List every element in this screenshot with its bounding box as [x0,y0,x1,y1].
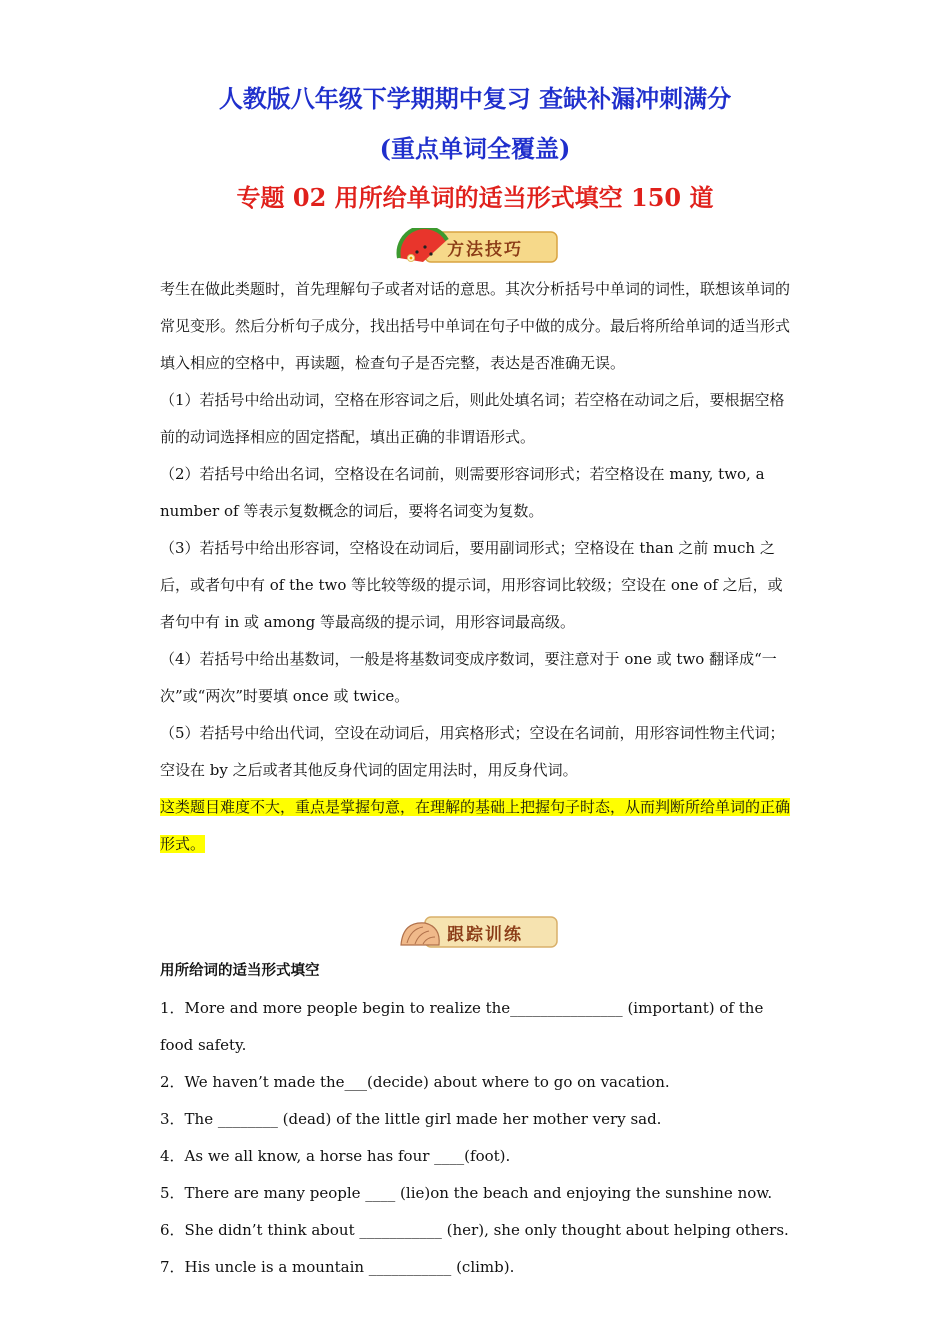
question-item: 2．We haven’t made the___(decide) about where to go on vacation. [160,1073,670,1091]
question-item: 6．She didn’t think about ___________ (her), she only thought about helping others. [160,1221,789,1239]
question-item: 4．As we all know, a horse has four ____(foot). [160,1147,511,1165]
method-paragraph: （1）若括号中给出动词，空格在形容词之后，则此处填名词；若空格在动词之后，要根据空格前的动词选择相应的固定搭配，填出正确的非谓语形式。 [160,391,785,446]
method-section [160,271,790,863]
doc-title-line2: (重点单词全覆盖) [379,134,571,163]
doc-title-line3: 专题 02 用所给单词的适当形式填空 150 道 [236,183,714,212]
method-highlight [160,789,790,863]
practice-subtitle: 用所给词的适当形式填空 [160,963,320,979]
method-banner-label: 方法技巧 [447,240,523,260]
question-item: 1．More and more people begin to realize the_______________ (important) of the food safety. [160,999,764,1054]
method-paragraph: 考生在做此类题时，首先理解句子或者对话的意思。其次分析括号中单词的词性，联想该单词的常见变形。然后分析句子成分，找出括号中单词在句子中做的成分。最后将所给单词的适当形式填入相应的空格中，再读题，检查句子是否完整，表达是否准确无误。 [160,280,791,372]
practice-banner [395,913,560,951]
doc-title-line1: 人教版八年级下学期期中复习 查缺补漏冲刺满分 [218,84,732,113]
method-paragraph: （4）若括号中给出基数词，一般是将基数词变成序数词，要注意对于 one 或 two 翻译成“一次”或“两次”时要填 once 或 twice。 [160,650,777,705]
method-paragraph: （3）若括号中给出形容词，空格设在动词后，要用副词形式；空格设在 than 之前 much 之后，或者句中有 of the two 等比较等级的提示词，用形容词比较级；空设在 one of 之后，或者句中有 in 或 among 等最高级的提示词，用形容词最高级。 [160,539,783,631]
question-item: 3．The ________ (dead) of the little girl made her mother very sad. [160,1110,662,1128]
method-paragraph: （5）若括号中给出代词，空设在动词后，用宾格形式；空设在名词前，用形容词性物主代词；空设在 by 之后或者其他反身代词的固定用法时，用反身代词。 [160,724,785,779]
method-paragraph: （2）若括号中给出名词，空格设在名词前，则需要形容词形式；若空格设在 many, two, a number of 等表示复数概念的词后，要将名词变为复数。 [160,465,765,520]
practice-banner-label: 跟踪训练 [447,925,523,945]
practice-section [160,953,790,1286]
highlighted-text: 这类题目难度不大，重点是掌握句意，在理解的基础上把握句子时态，从而判断所给单词的正确形式。 [160,798,791,853]
method-banner [395,228,560,266]
question-item: 5．There are many people ____ (lie)on the beach and enjoying the sunshine now. [160,1184,773,1202]
question-item: 7．His uncle is a mountain ___________ (climb). [160,1258,515,1276]
